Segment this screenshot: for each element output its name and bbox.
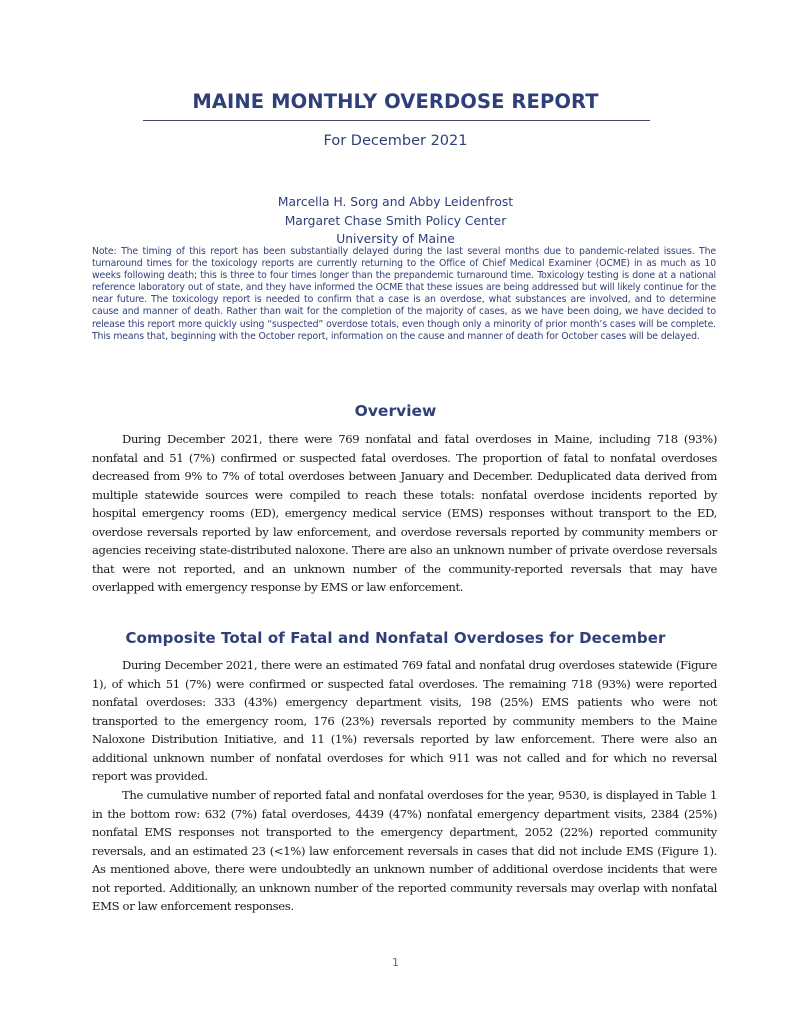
organization: Margaret Chase Smith Policy Center [284, 213, 507, 228]
composite-paragraph-2: The cumulative number of reported fatal and nonfatal overdoses for the year, 9530, is displayed in Table 1 in the bottom row: 632 (7%) fatal overdoses, 4439 (47%) nonfatal emergency department visits, 2384 (25%) nonfatal EMS responses not transported to the emergency department, 2052 (22%) reported community reversals, and an estimated 23 (<1%) law enforcement reversals in cases that did not include EMS (Figure 1). As mentioned above, there were undoubtedly an unknown number of additional overdose incidents that were not reported. Additionally, an unknown number of the reported community reversals may overlap with nonfatal EMS or law enforcement responses. [92, 788, 717, 913]
composite-heading: Composite Total of Fatal and Nonfatal Overdoses for December [125, 629, 666, 647]
title-divider [143, 120, 650, 121]
report-subtitle: For December 2021 [323, 133, 468, 149]
report-title: MAINE MONTHLY OVERDOSE REPORT [192, 90, 599, 113]
overview-heading: Overview [354, 402, 437, 420]
authors: Marcella H. Sorg and Abby Leidenfrost [277, 195, 514, 209]
delay-note: Note: The timing of this report has been substantially delayed during the last several months due to pandemic-related issues. The turnaround times for the toxicology reports are currently returning to the Office of Chief Medical Examiner (OCME) in as much as 10 weeks following death; this is three to four times longer than the prepandemic turnaround time. Toxicology testing is done at a national reference laboratory out of state, and they have informed the OCME that these issues are being addressed but will likely continue for the near future. The toxicology report is needed to confirm that a case is an overdose, what substances are involved, and to determine cause and manner of death. Rather than wait for the completion of the majority of cases, as we have been doing, we have decided to release this report more quickly using “suspected” overdose totals, even though only a minority of prior month’s cases will be complete. This means that, beginning with the October report, information on the cause and manner of death for October cases will be delayed. [92, 246, 716, 342]
overview-paragraph: During December 2021, there were 769 nonfatal and fatal overdoses in Maine, including 718 (93%) nonfatal and 51 (7%) confirmed or suspected fatal overdoses. The proportion of fatal to nonfatal overdoses decreased from 9% to 7% of total overdoses between January and December. Deduplicated data derived from multiple statewide sources were compiled to reach these totals: nonfatal overdose incidents reported by hospital emergency rooms (ED), emergency medical service (EMS) responses without transport to the ED, overdose reversals reported by law enforcement, and overdose reversals reported by community members or agencies receiving state-distributed naloxone. There are also an unknown number of private overdose reversals that were not reported, and an unknown number of the community-reported reversals that may have overlapped with emergency response by EMS or law enforcement. [92, 432, 717, 594]
author-block [0, 193, 791, 249]
page-number: 1 [392, 956, 399, 969]
composite-paragraph-1: During December 2021, there were an estimated 769 fatal and nonfatal drug overdoses statewide (Figure 1), of which 51 (7%) were confirmed or suspected fatal overdoses. The remaining 718 (93%) were reported nonfatal overdoses: 333 (43%) emergency department visits, 198 (25%) EMS patients who were not transported to the emergency room, 176 (23%) reversals reported by community members to the Maine Naloxone Distribution Initiative, and 11 (1%) reversals reported by law enforcement. There were also an additional unknown number of nonfatal overdoses for which 911 was not called and for which no reversal report was provided. [92, 658, 717, 783]
institution: University of Maine [336, 232, 455, 246]
